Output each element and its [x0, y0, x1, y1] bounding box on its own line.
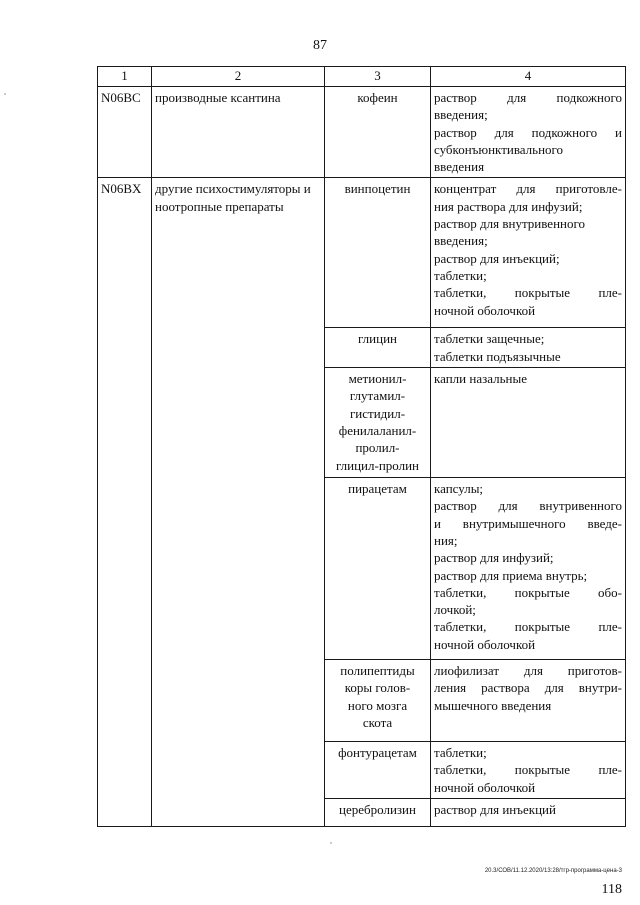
drug-name-line: ного мозга [347, 697, 408, 713]
dosage-form-line: лочкой; [434, 602, 476, 618]
drug-name-cell [325, 328, 431, 368]
drug-name-line: скота [362, 714, 393, 730]
dosage-form-line: раствор для внутривенного [434, 216, 585, 232]
dosage-form-line: капли назальные [434, 371, 527, 387]
dosage-form-line: ния; [434, 532, 458, 548]
drug-name-line: фонтурацетам [338, 745, 417, 761]
dosage-form-line: мышечного введения [434, 697, 552, 713]
dosage-form-line: капсулы; [434, 481, 484, 497]
table-body [98, 87, 626, 827]
dosage-form-line: таблетки, покрытые пле- [434, 285, 622, 301]
drug-name-cell [325, 478, 431, 660]
dosage-form-line: лиофилизат для приготов- [434, 663, 622, 679]
drug-name-cell [325, 798, 431, 826]
scan-speck [4, 93, 6, 95]
dosage-form-line: и внутримышечного введе- [434, 515, 622, 531]
table-row [98, 87, 626, 178]
document-reference: 20.3/СОВ/11.12.2020/13:28/тгр-программа-цена-3 [484, 868, 622, 874]
dosage-form-line: ночной оболочкой [434, 779, 536, 795]
dosage-form-line: концентрат для приготовле- [434, 181, 622, 197]
dosage-forms-cell [431, 328, 626, 368]
drug-name-line: коры голов- [344, 680, 411, 696]
dosage-forms-cell [431, 798, 626, 826]
column-header-2: 2 [152, 67, 325, 87]
dosage-form-line: раствор для приема внутрь; [434, 567, 588, 583]
drug-name-cell [325, 742, 431, 799]
dosage-form-line: раствор для подкожного [434, 90, 622, 105]
drug-name-cell [325, 178, 431, 328]
drug-name-cell [325, 660, 431, 742]
dosage-form-line: таблетки, покрытые обо- [434, 584, 622, 600]
drug-name-line: фенилаланил- [338, 422, 417, 438]
scan-speck [330, 842, 332, 844]
drug-name-line: пролил- [355, 440, 400, 456]
dosage-form-line: ления раствора для внутри- [434, 680, 622, 696]
table-row [98, 178, 626, 328]
dosage-forms-cell [431, 742, 626, 799]
column-header-4: 4 [431, 67, 626, 87]
dosage-forms-cell [431, 87, 626, 178]
table-header-row [98, 67, 626, 87]
drug-name-cell [325, 87, 431, 178]
dosage-form-line: таблетки, покрытые пле- [434, 762, 622, 778]
drug-name-line: винпоцетин [344, 181, 411, 197]
dosage-forms-cell [431, 178, 626, 328]
drug-name-line: церебролизин [339, 801, 416, 817]
dosage-form-line: раствор для подкожного и [434, 124, 622, 140]
group-name-cell: производные ксантина [152, 87, 325, 178]
drug-name-line: гистидил- [349, 405, 406, 421]
drug-name-line: кофеин [357, 90, 398, 105]
page-number-bottom: 118 [601, 882, 622, 897]
dosage-forms-cell [431, 660, 626, 742]
dosage-form-line: ночной оболочкой [434, 636, 536, 652]
page-number-top: 87 [313, 38, 327, 53]
column-header-3: 3 [325, 67, 431, 87]
group-name-cell: другие психостимуляторы и ноотропные препараты [152, 178, 325, 826]
drug-name-line: пирацетам [348, 481, 407, 497]
dosage-form-line: раствор для инъекций [434, 801, 556, 817]
drug-name-cell [325, 368, 431, 478]
dosage-form-line: таблетки подъязычные [434, 348, 561, 364]
dosage-form-line: раствор для внутривенного [434, 498, 622, 514]
dosage-forms-cell [431, 478, 626, 660]
dosage-form-line: раствор для инъекций; [434, 250, 560, 266]
atc-code-cell: N06BC [98, 87, 152, 178]
dosage-form-line: таблетки защечные; [434, 331, 545, 347]
dosage-form-line: введения [434, 159, 485, 175]
atc-code-cell: N06BX [98, 178, 152, 826]
dosage-forms-cell [431, 368, 626, 478]
drug-name-line: метионил- [348, 371, 407, 387]
drug-name-line: глицил-пролин [335, 457, 420, 473]
drug-name-line: полипептиды [340, 663, 415, 679]
dosage-form-line: введения; [434, 107, 488, 123]
dosage-form-line: таблетки; [434, 267, 487, 283]
dosage-form-line: раствор для инфузий; [434, 550, 554, 566]
drug-table [97, 66, 626, 827]
dosage-form-line: введения; [434, 233, 488, 249]
dosage-form-line: субконъюнктивального [434, 141, 564, 157]
dosage-form-line: таблетки, покрытые пле- [434, 619, 622, 635]
drug-name-line: глицин [358, 331, 397, 347]
dosage-form-line: ночной оболочкой [434, 302, 536, 318]
drug-name-line: глутамил- [349, 388, 406, 404]
column-header-1: 1 [98, 67, 152, 87]
dosage-form-line: таблетки; [434, 745, 487, 761]
dosage-form-line: ния раствора для инфузий; [434, 198, 583, 214]
